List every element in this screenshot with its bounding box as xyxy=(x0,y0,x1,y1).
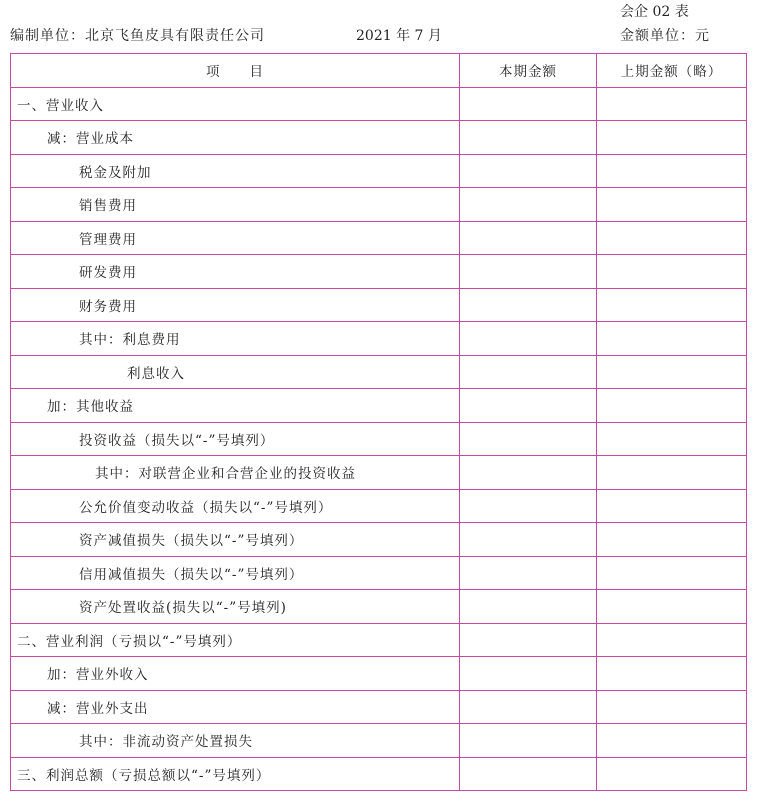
current-amount-cell[interactable] xyxy=(460,456,597,490)
table-row xyxy=(11,623,747,657)
row-item-label: 其中：非流动资产处置损失 xyxy=(11,724,460,758)
column-header-current: 本期金额 xyxy=(460,54,597,88)
current-amount-cell[interactable] xyxy=(460,422,597,456)
table-row xyxy=(11,590,747,624)
row-item-label: 管理费用 xyxy=(11,221,460,255)
table-row xyxy=(11,288,747,322)
table-row xyxy=(11,322,747,356)
prior-amount-cell[interactable] xyxy=(597,690,747,724)
column-header-prior: 上期金额（略） xyxy=(597,54,747,88)
prior-amount-cell[interactable] xyxy=(597,87,747,121)
row-item-label: 利息收入 xyxy=(11,355,460,389)
current-amount-cell[interactable] xyxy=(460,623,597,657)
current-amount-cell[interactable] xyxy=(460,657,597,691)
prior-amount-cell[interactable] xyxy=(597,523,747,557)
form-code: 会企 02 表 xyxy=(620,4,689,20)
current-amount-cell[interactable] xyxy=(460,322,597,356)
current-amount-cell[interactable] xyxy=(460,154,597,188)
current-amount-cell[interactable] xyxy=(460,121,597,155)
row-item-label: 其中：对联营企业和合营企业的投资收益 xyxy=(11,456,460,490)
prior-amount-cell[interactable] xyxy=(597,623,747,657)
row-item-label: 减：营业成本 xyxy=(11,121,460,155)
row-item-label: 加：其他收益 xyxy=(11,389,460,423)
table-row xyxy=(11,556,747,590)
prior-amount-cell[interactable] xyxy=(597,322,747,356)
table-row xyxy=(11,422,747,456)
table-row xyxy=(11,355,747,389)
prior-amount-cell[interactable] xyxy=(597,188,747,222)
table-row xyxy=(11,221,747,255)
report-period: 2021 年 7 月 xyxy=(356,28,442,44)
row-item-label: 三、利润总额（亏损总额以“-”号填列） xyxy=(11,757,460,791)
prior-amount-cell[interactable] xyxy=(597,556,747,590)
prior-amount-cell[interactable] xyxy=(597,724,747,758)
table-header-row xyxy=(11,54,747,88)
row-item-label: 信用减值损失（损失以“-”号填列） xyxy=(11,556,460,590)
prior-amount-cell[interactable] xyxy=(597,255,747,289)
current-amount-cell[interactable] xyxy=(460,489,597,523)
current-amount-cell[interactable] xyxy=(460,255,597,289)
row-item-label: 公允价值变动收益（损失以“-”号填列） xyxy=(11,489,460,523)
table-row xyxy=(11,188,747,222)
prior-amount-cell[interactable] xyxy=(597,657,747,691)
table-row xyxy=(11,87,747,121)
table-row xyxy=(11,255,747,289)
row-item-label: 加：营业外收入 xyxy=(11,657,460,691)
row-item-label: 资产减值损失（损失以“-”号填列） xyxy=(11,523,460,557)
column-header-item: 项 目 xyxy=(11,54,460,88)
table-row xyxy=(11,690,747,724)
prior-amount-cell[interactable] xyxy=(597,757,747,791)
table-row xyxy=(11,489,747,523)
row-item-label: 减：营业外支出 xyxy=(11,690,460,724)
table-row xyxy=(11,724,747,758)
row-item-label: 投资收益（损失以“-”号填列） xyxy=(11,422,460,456)
prior-amount-cell[interactable] xyxy=(597,489,747,523)
table-row xyxy=(11,456,747,490)
current-amount-cell[interactable] xyxy=(460,757,597,791)
prior-amount-cell[interactable] xyxy=(597,389,747,423)
row-item-label: 资产处置收益(损失以“-”号填列) xyxy=(11,590,460,624)
row-item-label: 一、营业收入 xyxy=(11,87,460,121)
prior-amount-cell[interactable] xyxy=(597,288,747,322)
prior-amount-cell[interactable] xyxy=(597,456,747,490)
current-amount-cell[interactable] xyxy=(460,87,597,121)
current-amount-cell[interactable] xyxy=(460,690,597,724)
row-item-label: 二、营业利润（亏损以“-”号填列） xyxy=(11,623,460,657)
row-item-label: 税金及附加 xyxy=(11,154,460,188)
table-row xyxy=(11,389,747,423)
prior-amount-cell[interactable] xyxy=(597,154,747,188)
current-amount-cell[interactable] xyxy=(460,389,597,423)
prior-amount-cell[interactable] xyxy=(597,590,747,624)
table-row xyxy=(11,757,747,791)
table-row xyxy=(11,121,747,155)
row-item-label: 财务费用 xyxy=(11,288,460,322)
current-amount-cell[interactable] xyxy=(460,288,597,322)
currency-unit: 金额单位：元 xyxy=(620,28,710,44)
row-item-label: 其中：利息费用 xyxy=(11,322,460,356)
current-amount-cell[interactable] xyxy=(460,355,597,389)
prior-amount-cell[interactable] xyxy=(597,221,747,255)
table-row xyxy=(11,523,747,557)
prior-amount-cell[interactable] xyxy=(597,355,747,389)
current-amount-cell[interactable] xyxy=(460,556,597,590)
current-amount-cell[interactable] xyxy=(460,188,597,222)
income-statement-table xyxy=(10,53,747,791)
row-item-label: 研发费用 xyxy=(11,255,460,289)
current-amount-cell[interactable] xyxy=(460,724,597,758)
reporting-unit: 编制单位：北京飞鱼皮具有限责任公司 xyxy=(10,28,265,44)
current-amount-cell[interactable] xyxy=(460,523,597,557)
row-item-label: 销售费用 xyxy=(11,188,460,222)
current-amount-cell[interactable] xyxy=(460,221,597,255)
prior-amount-cell[interactable] xyxy=(597,121,747,155)
table-row xyxy=(11,657,747,691)
prior-amount-cell[interactable] xyxy=(597,422,747,456)
table-row xyxy=(11,154,747,188)
current-amount-cell[interactable] xyxy=(460,590,597,624)
